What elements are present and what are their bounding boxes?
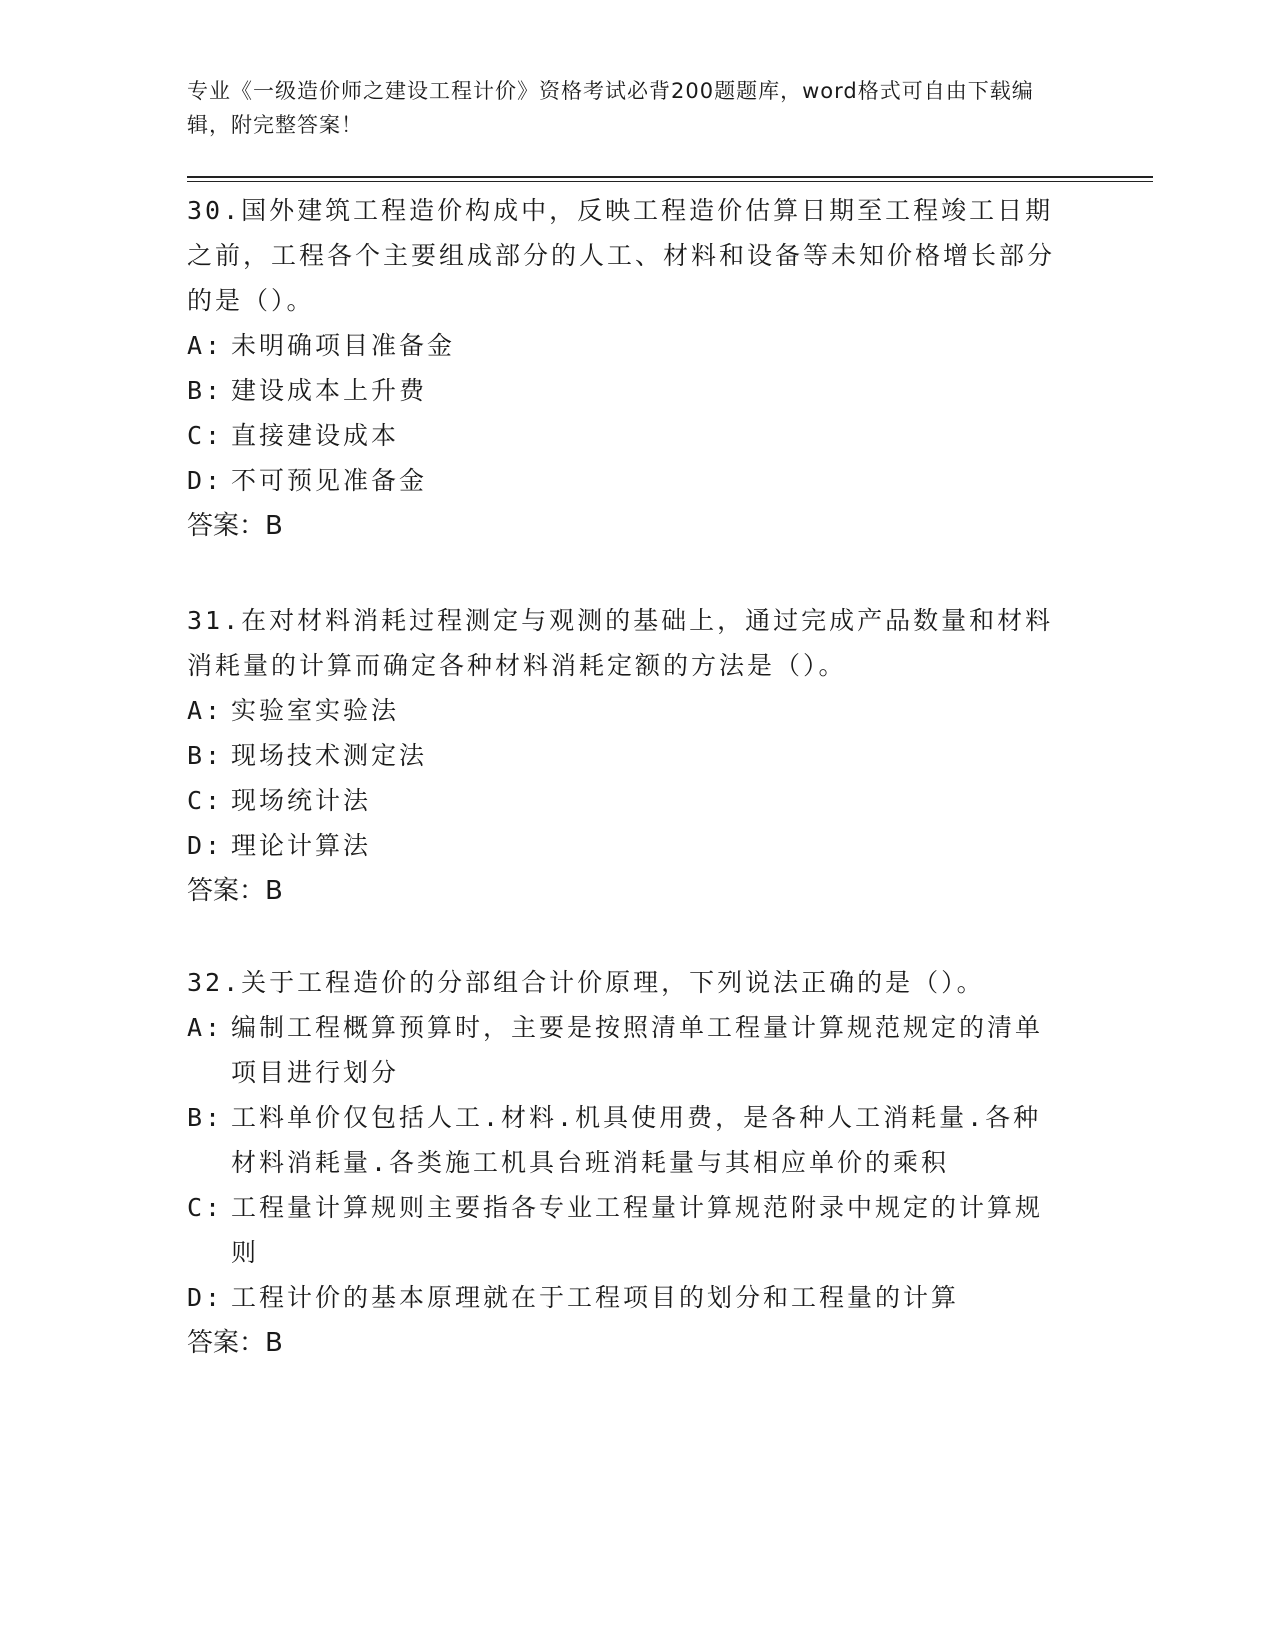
option-key: D: [187, 831, 224, 860]
option-text: 现场技术测定法 [231, 741, 428, 770]
option-d [187, 823, 1067, 868]
option-text: 不可预见准备金 [231, 466, 428, 495]
option-key: A: [187, 1013, 224, 1042]
option-c [187, 778, 1067, 823]
option-text: 现场统计法 [231, 786, 372, 815]
header-divider-thin [187, 181, 1153, 182]
option-key: B: [187, 1103, 224, 1132]
question-stem: 32.关于工程造价的分部组合计价原理，下列说法正确的是（）。 [187, 968, 985, 997]
option-b [187, 368, 1067, 413]
question-32 [187, 960, 1067, 1366]
option-key: A: [187, 331, 224, 360]
option-a [187, 323, 1067, 368]
option-key: B: [187, 741, 224, 770]
answer-line: 答案：B [187, 511, 283, 541]
question-31 [187, 598, 1067, 914]
option-text: 工程计价的基本原理就在于工程项目的划分和工程量的计算 [231, 1283, 960, 1312]
option-key: B: [187, 376, 224, 405]
option-key: C: [187, 421, 224, 450]
answer-line: 答案：B [187, 1328, 283, 1358]
option-b [187, 1095, 1067, 1185]
option-text: 未明确项目准备金 [231, 331, 456, 360]
option-text: 建设成本上升费 [231, 376, 428, 405]
option-key: C: [187, 1193, 224, 1222]
option-b [187, 733, 1067, 778]
question-stem: 31.在对材料消耗过程测定与观测的基础上，通过完成产品数量和材料消耗量的计算而确定各种材料消耗定额的方法是（）。 [187, 606, 1054, 680]
option-a [187, 688, 1067, 733]
option-text: 理论计算法 [231, 831, 372, 860]
option-key: C: [187, 786, 224, 815]
option-key: A: [187, 696, 224, 725]
option-d [187, 458, 1067, 503]
option-c [187, 413, 1067, 458]
option-text: 直接建设成本 [231, 421, 400, 450]
document-header: 专业《一级造价师之建设工程计价》资格考试必背200题题库，word格式可自由下载编辑，附完整答案！ [187, 79, 1034, 137]
option-text: 实验室实验法 [231, 696, 400, 725]
header-divider-thick [187, 176, 1153, 178]
option-d [187, 1275, 1067, 1320]
option-key: D: [187, 466, 224, 495]
option-text: 编制工程概算预算时，主要是按照清单工程量计算规范规定的清单项目进行划分 [231, 1013, 1044, 1087]
option-text: 工料单价仅包括人工.材料.机具使用费，是各种人工消耗量.各种材料消耗量.各类施工机具台班消耗量与其相应单价的乘积 [231, 1103, 1042, 1177]
option-c [187, 1185, 1067, 1275]
answer-line: 答案：B [187, 876, 283, 906]
option-text: 工程量计算规则主要指各专业工程量计算规范附录中规定的计算规则 [231, 1193, 1044, 1267]
option-key: D: [187, 1283, 224, 1312]
question-30 [187, 188, 1067, 549]
question-stem: 30.国外建筑工程造价构成中，反映工程造价估算日期至工程竣工日期之前，工程各个主要组成部分的人工、材料和设备等未知价格增长部分的是（）。 [187, 196, 1056, 315]
option-a [187, 1005, 1067, 1095]
